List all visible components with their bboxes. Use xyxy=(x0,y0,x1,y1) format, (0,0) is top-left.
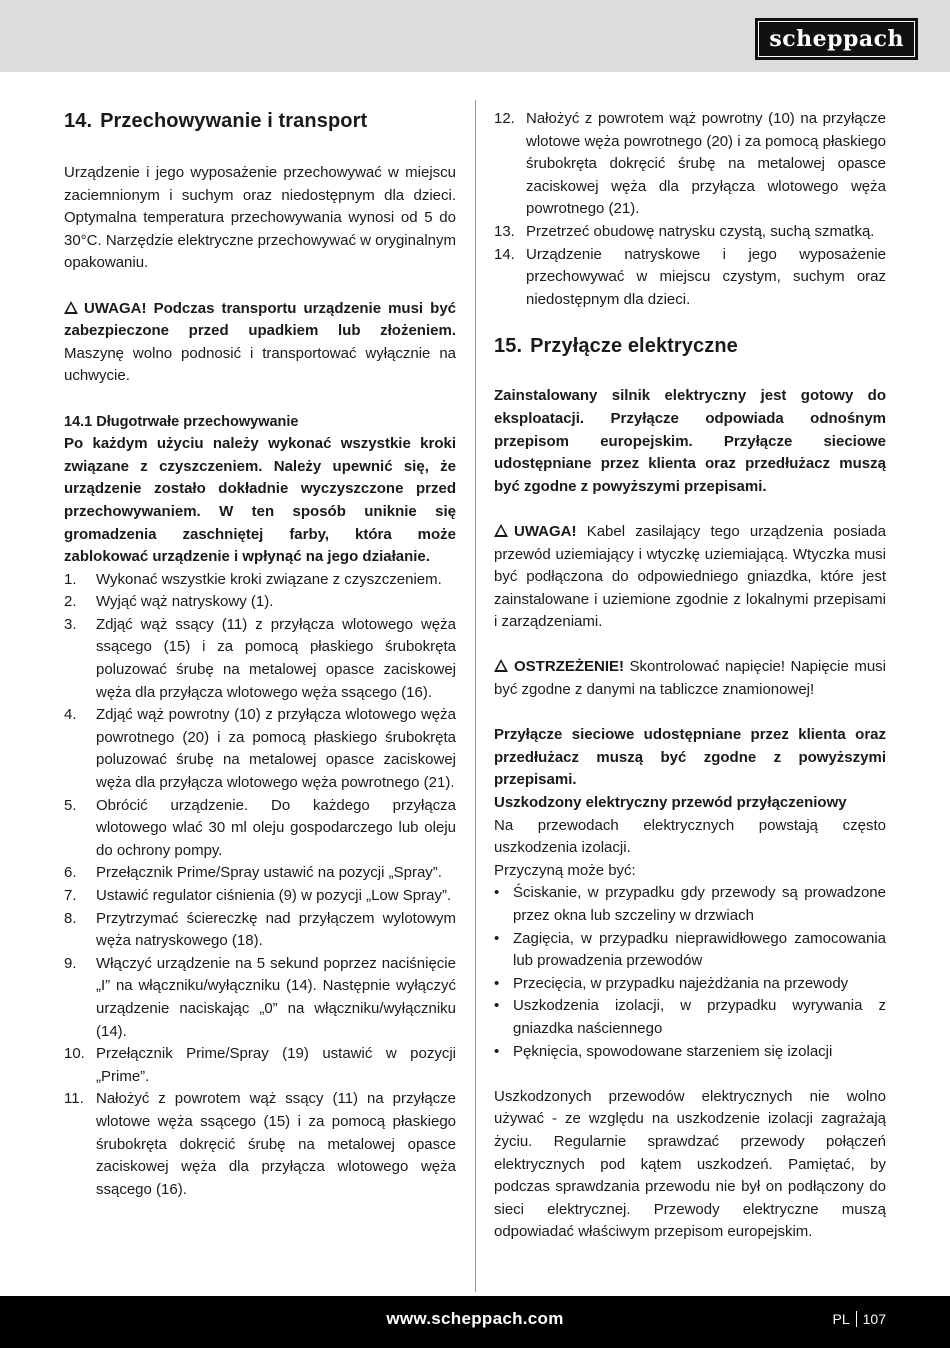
step-text: Przełącznik Prime/Spray ustawić na pozycji „Spray”. xyxy=(96,864,442,882)
step-text: Urządzenie natryskowe i jego wyposażenie przechowywać w miejscu czystym, suchym oraz niedostępnym dla dzieci. xyxy=(526,245,886,308)
bullet-text: Pęknięcia, spowodowane starzeniem się izolacji xyxy=(513,1042,833,1060)
step-item xyxy=(64,953,456,1043)
damaged-cable-text: Na przewodach elektrycznych powstają często uszkodzenia izolacji. xyxy=(494,816,886,857)
page-indicator xyxy=(833,1311,886,1327)
brand-logo: scheppach xyxy=(755,18,918,60)
damaged-cable-final: Uszkodzonych przewodów elektrycznych nie wolno używać - ze względu na uszkodzenie izolacji zagrażają życiu. Regularnie sprawdzać przewody połączeń elektrycznych pod kątem uszkodzeń. Pamiętać, by podczas sprawdzania przewodu nie był on podłączony do sieci elektrycznej. Przewody elektryczne muszą odpowiadać właściwym przepisom europejskim. xyxy=(494,1087,886,1241)
step-number: 10. xyxy=(64,1045,85,1063)
storage-intro: Urządzenie i jego wyposażenie przechowywać w miejscu zaciemnionym i suchym oraz niedostępnym dla dzieci. Optymalna temperatura przechowywania wynosi od 5 do 30°C. Narzędzie elektryczne przechowywać w oryginalnym opakowaniu. xyxy=(64,164,456,272)
step-item xyxy=(64,885,456,908)
voltage-caution xyxy=(494,656,886,701)
step-number: 7. xyxy=(64,887,77,904)
step-number: 13. xyxy=(494,222,515,240)
step-number: 6. xyxy=(64,864,77,882)
bullet-item xyxy=(494,1041,886,1064)
page-number: 107 xyxy=(862,1311,886,1327)
mains-connection-note: Przyłącze sieciowe udostępniane przez klienta oraz przedłużacz muszą być zgodne z powyższymi przepisami. xyxy=(494,726,886,789)
grounding-warning-text: Kabel zasilający tego urządzenia posiada przewód uziemiający i wtyczkę uziemiającą. Wtyczka musi być podłączona do odpowiedniego gniazdka, które jest zainstalowane i uziemione zgodnie z lokalnymi przepisami i zarządzeniami. xyxy=(494,522,886,631)
warning-triangle-icon xyxy=(64,301,78,314)
column-divider xyxy=(475,100,476,1292)
warning-triangle-icon xyxy=(494,659,508,672)
long-term-storage-title: 14.1 Długotrwałe przechowywanie xyxy=(64,413,299,430)
step-text: Zdjąć wąż ssący (11) z przyłącza wlotowego węża ssącego (15) i za pomocą płaskiego śrubokręta poluzować śrubę na metalowej opasce zaciskowej węża dla przyłącza wlotowego węża ssącego (16). xyxy=(96,615,456,701)
footer-bar xyxy=(0,1296,950,1348)
step-item xyxy=(64,1088,456,1201)
caution-text: Skontrolować napięcie! Napięcie musi być zgodne z danymi na tabliczce znamionowej! xyxy=(494,658,886,699)
section-14-number: 14. xyxy=(64,110,93,132)
step-text: Nałożyć z powrotem wąż ssący (11) na przyłącze wlotowe węża ssącego (15) i za pomocą płaskiego śrubokręta dokręcić śrubę na metalowej opasce zaciskowej węża dla przyłącza wlotowego węża ssącego (16). xyxy=(96,1090,456,1198)
section-15-title: Przyłącze elektryczne xyxy=(530,335,738,358)
step-item xyxy=(64,704,456,794)
step-number: 8. xyxy=(64,909,77,927)
caution-label: OSTRZEŻENIE! xyxy=(514,658,625,676)
step-text: Ustawić regulator ciśnienia (9) w pozycji „Low Spray”. xyxy=(96,887,452,904)
step-text: Obrócić urządzenie. Do każdego przyłącza wlotowego wlać 30 ml oleju gospodarczego lub oleju do ochrony pompy. xyxy=(96,796,456,859)
warning-text: Maszynę wolno podnosić i transportować wyłącznie na uchwycie. xyxy=(64,344,456,385)
section-14-title: Przechowywanie i transport xyxy=(100,110,368,132)
electrical-intro: Zainstalowany silnik elektryczny jest gotowy do eksploatacji. Przyłącze odpowiada odnośnym przepisom europejskim. Przyłącze sieciowe udostępniane przez klienta oraz przedłużacz muszą być zgodne z powyższymi przepisami. xyxy=(494,387,886,495)
bullet-dot-icon: • xyxy=(494,1042,500,1060)
bullet-dot-icon: • xyxy=(494,997,500,1015)
step-item xyxy=(64,591,456,614)
warning-label: UWAGA! xyxy=(84,299,147,317)
step-text: Wykonać wszystkie kroki związane z czyszczeniem. xyxy=(96,570,442,588)
step-number: 9. xyxy=(64,954,77,972)
bullet-text: Zagięcia, w przypadku nieprawidłowego zamocowania lub prowadzenia przewodów xyxy=(513,929,886,970)
bullet-dot-icon: • xyxy=(494,974,500,992)
step-text: Włączyć urządzenie na 5 sekund poprzez naciśnięcie „I” na włączniku/wyłączniku (14). Następnie wyłączyć urządzenie naciskając „0” na włączniku/wyłączniku (14). xyxy=(96,954,456,1040)
step-text: Wyjąć wąż natryskowy (1). xyxy=(96,593,274,611)
long-term-storage-bold: Po każdym użyciu należy wykonać wszystkie kroki związane z czyszczeniem. Należy upewnić się, że urządzenie zostało dokładnie wyczyszczone przed przechowywaniem. W ten sposób uniknie się gromadzenia zaschniętej farby, która może zablokować urządzenie i wpłynąć na jego działanie. xyxy=(64,435,456,566)
step-item xyxy=(494,221,886,244)
bullet-item xyxy=(494,995,886,1040)
language-code: PL xyxy=(832,1311,850,1327)
bullet-text: Przecięcia, w przypadku najeżdżania na przewody xyxy=(513,974,849,992)
website-link[interactable]: www.scheppach.com xyxy=(386,1309,564,1328)
step-item xyxy=(64,862,456,885)
section-14-heading xyxy=(64,108,456,134)
step-number: 1. xyxy=(64,570,77,588)
warning-label: UWAGA! xyxy=(514,522,577,540)
left-column xyxy=(64,108,456,1201)
step-number: 12. xyxy=(494,110,515,127)
storage-steps-list-continued xyxy=(494,108,886,311)
bullet-item xyxy=(494,973,886,996)
damage-causes-list xyxy=(494,882,886,1063)
bullet-dot-icon: • xyxy=(494,929,500,947)
bullet-text: Ściskanie, w przypadku gdy przewody są prowadzone przez okna lub szczeliny w drzwiach xyxy=(513,884,886,924)
step-number: 11. xyxy=(64,1090,84,1108)
damaged-cable-title: Uszkodzony elektryczny przewód przyłączeniowy xyxy=(494,794,847,812)
step-text: Przełącznik Prime/Spray (19) ustawić w pozycji „Prime”. xyxy=(96,1045,456,1085)
page-separator xyxy=(856,1311,857,1327)
step-number: 3. xyxy=(64,615,77,633)
step-item xyxy=(64,614,456,704)
bullet-item xyxy=(494,882,886,927)
step-item xyxy=(64,569,456,592)
step-text: Przytrzymać ściereczkę nad przyłączem wylotowym węża natryskowego (18). xyxy=(96,909,456,950)
step-text: Przetrzeć obudowę natrysku czystą, suchą szmatką. xyxy=(526,222,875,240)
transport-warning xyxy=(64,298,456,388)
step-number: 14. xyxy=(494,245,515,263)
section-15-number: 15. xyxy=(494,335,523,358)
step-number: 4. xyxy=(64,706,77,724)
bullet-item xyxy=(494,928,886,973)
bullet-text: Uszkodzenia izolacji, w przypadku wyrywania z gniazdka naściennego xyxy=(513,997,886,1037)
right-column xyxy=(494,108,886,1244)
cause-intro: Przyczyną może być: xyxy=(494,861,636,879)
warning-triangle-icon xyxy=(494,524,508,537)
step-item xyxy=(494,108,886,221)
step-item xyxy=(64,1043,456,1088)
grounding-warning xyxy=(494,521,886,634)
step-text: Zdjąć wąż powrotny (10) z przyłącza wlotowego węża powrotnego (20) i za pomocą płaskiego śrubokręta poluzować śrubę na metalowej opasce zaciskowej węża dla przyłącza wlotowego węża powrotnego (21). xyxy=(96,706,456,792)
step-number: 2. xyxy=(64,593,77,611)
warning-bold-text: Podczas transportu urządzenie musi być zabezpieczone przed upadkiem lub złożeniem. xyxy=(64,299,457,340)
bullet-dot-icon: • xyxy=(494,884,500,902)
step-item xyxy=(64,908,456,953)
storage-steps-list xyxy=(64,569,456,1202)
section-15-heading xyxy=(494,333,886,359)
step-item xyxy=(64,795,456,863)
step-item xyxy=(494,244,886,312)
step-number: 5. xyxy=(64,796,77,814)
step-text: Nałożyć z powrotem wąż powrotny (10) na przyłącze wlotowe węża powrotnego (20) i za pomocą płaskiego śrubokręta dokręcić śrubę na metalowej opasce zaciskowej węża dla przyłącza wlotowego węża powrotnego (21). xyxy=(526,110,886,218)
